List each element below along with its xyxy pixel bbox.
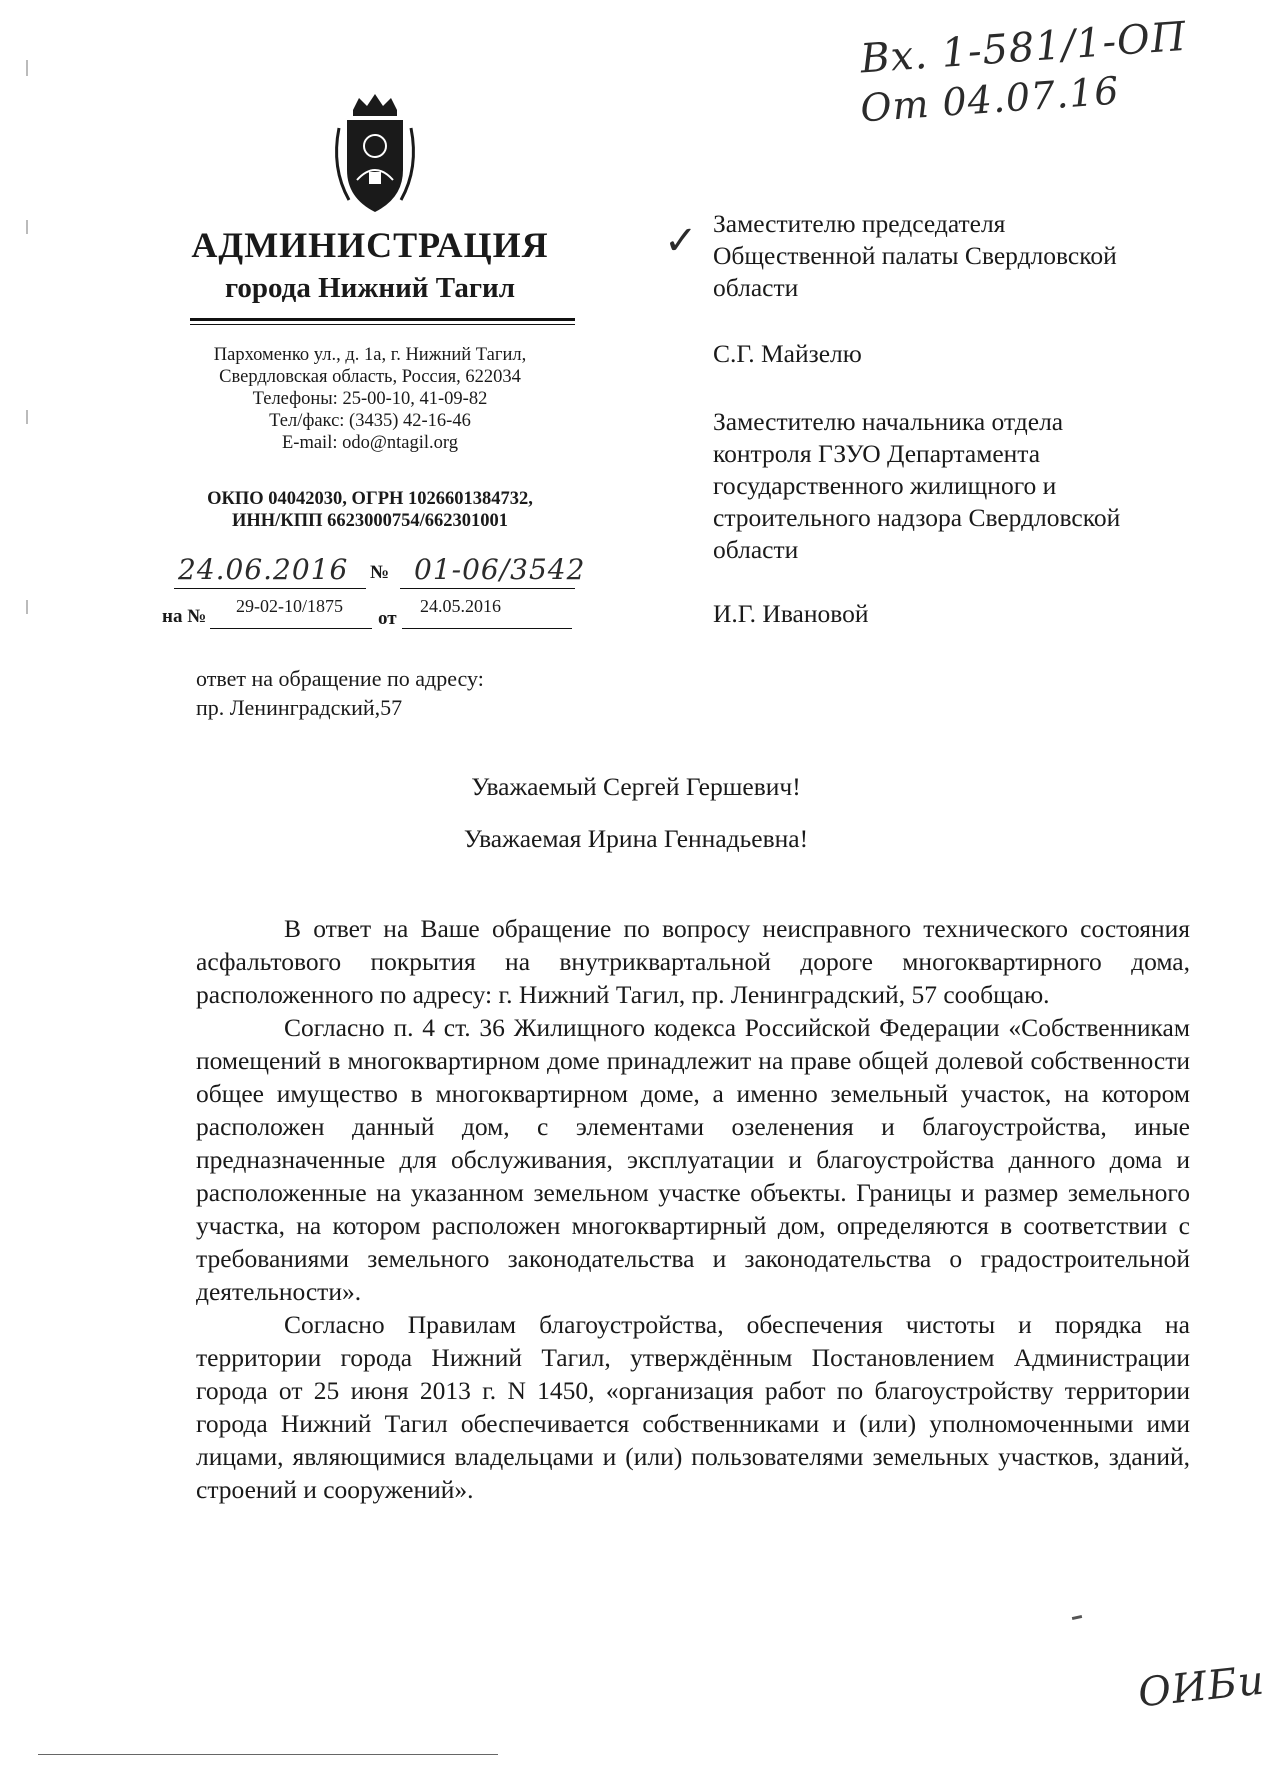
reference-number-label: на № <box>162 606 207 627</box>
recipient-2-name: И.Г. Ивановой <box>713 599 869 628</box>
incoming-stamp <box>858 13 1220 131</box>
organization-city: города Нижний Тагил <box>224 272 516 304</box>
reference-number: 29-02-10/1875 <box>236 596 343 616</box>
coat-of-arms-icon <box>325 88 425 218</box>
reference-date-label: от <box>378 608 397 629</box>
recipient-1-title <box>713 208 1213 304</box>
reference-date: 24.05.2016 <box>420 596 501 616</box>
subject <box>196 664 484 722</box>
body-paragraph: Согласно Правилам благоустройства, обеспечения чистоты и порядка на территории города Нижний Тагил, утверждённым Постановлением Администрации города от 25 июня 2013 г. N 1450, «организация работ по благоустройству территории города Нижний Тагил обеспечивается собственниками и (или) уполномоченными ими лицами, являющимися владельцами и (или) пользователями земельных участков, зданий, строений и сооружений». <box>196 1310 1190 1504</box>
organization-name: АДМИНИСТРАЦИЯ <box>191 225 549 265</box>
binder-mark <box>26 600 28 614</box>
header-rule-thin <box>190 324 575 325</box>
inn-kpp-line: ИНН/КПП 6623000754/662301001 <box>231 511 509 531</box>
incoming-date: От 04.07.16 <box>858 68 1121 131</box>
body-paragraph: В ответ на Ваше обращение по вопросу неисправного технического состояния асфальтового покрытия на внутриквартальной дороге многоквартирного дома, расположенного по адресу: г. Нижний Тагил, пр. Ленинградский, 57 сообщаю. <box>196 914 1190 1009</box>
address-line: Пархоменко ул., д. 1а, г. Нижний Тагил, <box>213 345 527 365</box>
recipient-line: Общественной палаты Свердловской <box>713 241 1117 270</box>
outgoing-date: 24.06.2016 <box>178 553 349 586</box>
subject-line: ответ на обращение по адресу: <box>196 666 484 691</box>
reference-date-underline <box>402 628 572 629</box>
letter-body <box>196 912 1190 1506</box>
reference-number-underline <box>210 628 372 629</box>
contact-block <box>150 344 590 454</box>
recipient-line: строительного надзора Свердловской <box>713 503 1121 532</box>
recipient-line: Заместителю председателя <box>713 209 1006 238</box>
binder-mark <box>26 410 28 424</box>
binder-mark <box>26 220 28 234</box>
header-rule <box>190 318 575 321</box>
greeting-2: Уважаемая Ирина Геннадьевна! <box>463 824 809 853</box>
number-label: № <box>370 562 390 583</box>
address-line: Свердловская область, Россия, 622034 <box>219 367 521 387</box>
recipient-line: Заместителю начальника отдела <box>713 407 1064 436</box>
fax-line: Тел/факс: (3435) 42-16-46 <box>269 411 471 431</box>
binder-mark <box>26 60 28 76</box>
registration-ids <box>150 488 590 532</box>
subject-line: пр. Ленинградский,57 <box>196 695 403 720</box>
incoming-number: Вх. 1-581/1-ОП <box>858 13 1189 83</box>
recipient-1-name: С.Г. Майзелю <box>713 339 862 368</box>
greeting-1: Уважаемый Сергей Гершевич! <box>471 772 801 801</box>
body-paragraph: Согласно п. 4 ст. 36 Жилищного кодекса Российской Федерации «Собственникам помещений в многоквартирном доме принадлежит на праве общей долевой собственности общее имущество в многоквартирном доме, а именно земельный участок, на котором расположен данный дом, с элементами озеленения и благоустройства, иные предназначенные для обслуживания, эксплуатации и благоустройства данного дома и расположенные на указанном земельном участке объекты. Границы и размер земельного участка, на котором расположен многоквартирный дом, определяются в соответствии с требованиями земельного законодательства и законодательства о градостроительной деятельности». <box>196 1013 1190 1306</box>
recipient-line: государственного жилищного и <box>713 471 1057 500</box>
outgoing-number: 01-06/3542 <box>414 553 586 586</box>
ink-mark <box>1072 1615 1082 1620</box>
recipient-line: области <box>713 273 799 302</box>
date-underline <box>174 588 366 589</box>
okpo-ogrn-line: ОКПО 04042030, ОГРН 1026601384732, <box>207 489 533 509</box>
recipient-line: контроля ГЗУО Департамента <box>713 439 1041 468</box>
recipient-2-title <box>713 406 1213 566</box>
number-underline <box>400 588 575 589</box>
email-line: E-mail: odo@ntagil.org <box>282 433 458 453</box>
handwritten-signature: ОИБи <box>1135 1657 1267 1717</box>
recipient-line: области <box>713 535 799 564</box>
phone-line: Телефоны: 25-00-10, 41-09-82 <box>252 389 488 409</box>
checkmark-icon: ✓ <box>664 218 699 264</box>
footer-rule <box>38 1754 498 1755</box>
